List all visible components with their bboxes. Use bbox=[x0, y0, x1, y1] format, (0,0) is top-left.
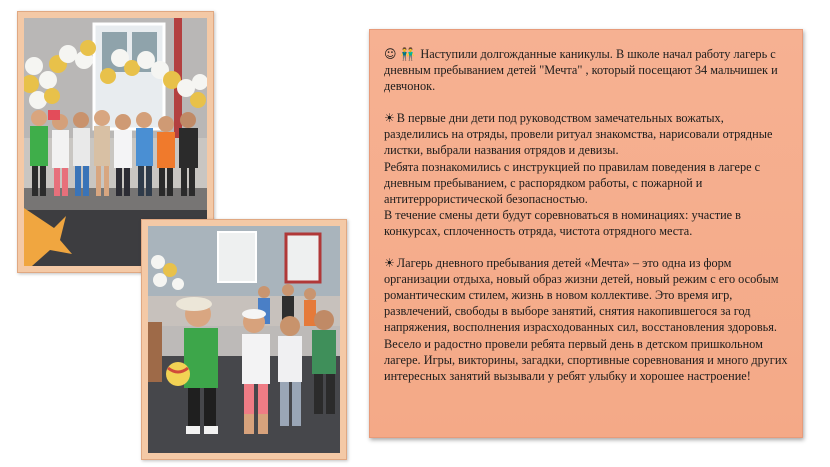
paragraph-competitions: В течение смены дети будут соревноваться в номинациях: участие в конкурсах, сплоченность отряда, чистота отрядного места. bbox=[384, 207, 741, 238]
paragraph-intro bbox=[384, 46, 788, 94]
paragraph-camp-description bbox=[384, 255, 788, 384]
paragraph-instructions: Ребята познакомились с инструкцией по правилам поведения в лагере с дневным пребыванием, с распорядком работы, с пожарной и антитеррористической безопасностью. bbox=[384, 159, 761, 206]
paragraph-first-days bbox=[384, 110, 788, 158]
paragraph-intro-text: Наступили долгожданные каникулы. В школе начал работу лагерь с дневным пребыванием детей "Мечта" , который посещают 34 мальчишек и девчонок. bbox=[384, 47, 778, 94]
sun-icon: ☀ bbox=[384, 256, 395, 271]
smile-and-friends-icon: ☺ 👬 bbox=[384, 47, 416, 61]
outdoor-activity-photo bbox=[141, 219, 347, 460]
announcement-text-panel bbox=[369, 29, 803, 438]
paragraph-camp-description-text: Лагерь дневного пребывания детей «Мечта» – это одна из форм организации отдыха, новый образ жизни детей, новый режим с его особым романтическим стилем, жизнь в новом коллективе. Это время игр, развлечений, свободы в выборе занятий, снятия накопившегося за год напряжения, восполнения израсходованных сил, восстановления здоровья. Весело и радостно провели ребята первый день в детском пришкольном лагере. Игры, викторины, загадки, спортивные соревнования и много других интересных занятий вызывали у ребят улыбку и хорошее настроение! bbox=[384, 256, 788, 383]
outdoor-activity-image bbox=[148, 226, 340, 453]
paragraph-first-days-text: В первые дни дети под руководством замечательных вожатых, разделились на отряды, провели ритуал знакомства, нарисовали отрядные листки, выбрали названия отрядов и девизы. bbox=[384, 111, 773, 158]
sun-icon: ☀ bbox=[384, 111, 395, 126]
